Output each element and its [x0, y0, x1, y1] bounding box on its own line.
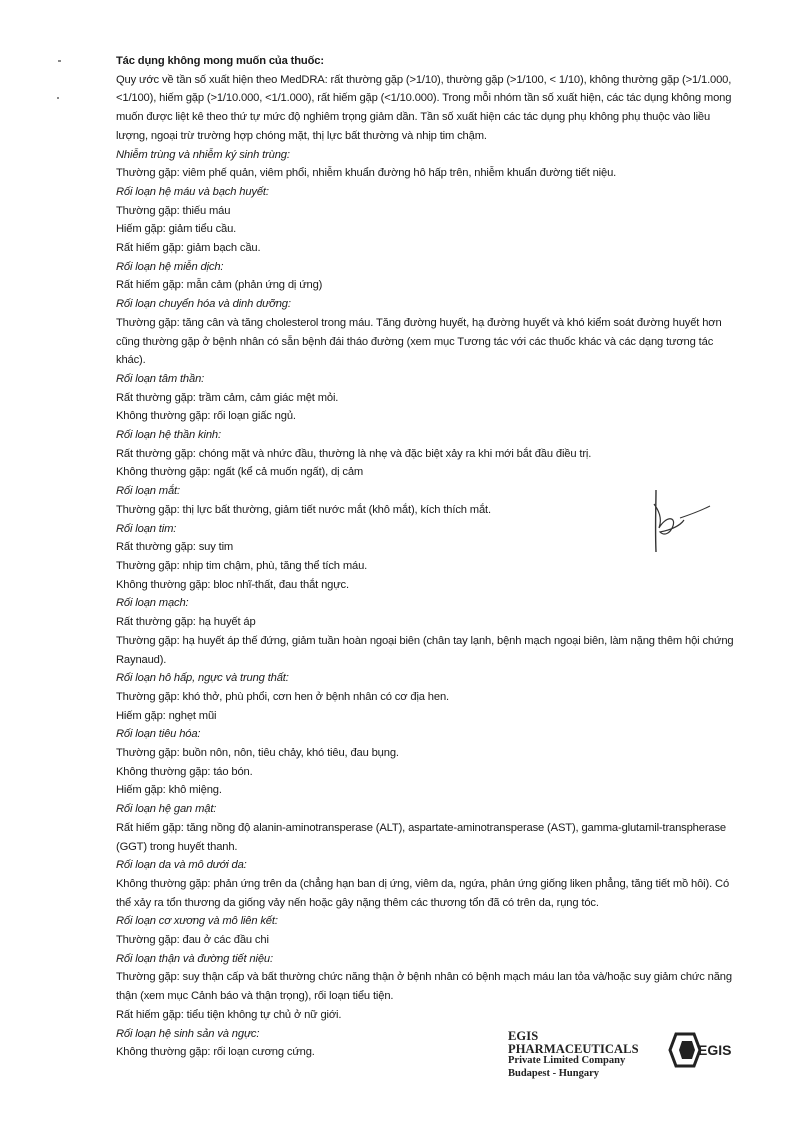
effect-line: Không thường gặp: phản ứng trên da (chẳng hạn ban dị ứng, viêm da, ngứa, phản ứng giống liken phẳng, tăng tiết mồ hôi). Có thể xảy ra tổn thương da giống vảy nến hoặc gây nặng thêm các thương tổn đã có trên da, rụng tóc. — [116, 877, 730, 909]
effect-line: Thường gặp: thiếu máu — [116, 204, 231, 217]
category-heading: Rối loạn hệ miễn dịch: — [116, 260, 224, 273]
category-heading: Rối loạn tim: — [116, 522, 177, 535]
company-name: EGIS PHARMACEUTICALS — [508, 1029, 639, 1056]
egis-logo-icon — [662, 1030, 738, 1070]
category-heading: Rối loạn hô hấp, ngực và trung thất: — [116, 672, 289, 685]
effect-line: Rất thường gặp: chóng mặt và nhức đầu, thường là nhẹ và đặc biệt xảy ra khi mới bắt đầu điều trị. — [116, 447, 592, 460]
category-heading: Rối loạn thận và đường tiết niệu: — [116, 952, 273, 965]
effect-line: Thường gặp: thị lực bất thường, giảm tiết nước mắt (khô mắt), kích thích mắt. — [116, 503, 491, 516]
effect-line: Rất thường gặp: suy tim — [116, 541, 234, 554]
category-heading: Rối loạn tiêu hóa: — [116, 728, 201, 741]
effect-line: Rất hiếm gặp: mẫn cảm (phản ứng dị ứng) — [116, 279, 323, 292]
effect-line: Không thường gặp: táo bón. — [116, 765, 253, 778]
category-heading: Rối loạn chuyển hóa và dinh dưỡng: — [116, 298, 291, 311]
effect-line: Thường gặp: hạ huyết áp thế đứng, giảm tuần hoàn ngoại biên (chân tay lạnh, bệnh mạch ngoại biên, làm nặng thêm hội chứng Raynaud). — [116, 634, 734, 666]
effect-line: Thường gặp: nhịp tim chậm, phù, tăng thể tích máu. — [116, 559, 368, 572]
category-heading: Rối loạn hệ máu và bạch huyết: — [116, 185, 269, 198]
company-stamp — [508, 1030, 668, 1080]
intro-paragraph: Quy ước về tần số xuất hiện theo MedDRA: rất thường gặp (>1/10), thường gặp (>1/100, < 1/10), không thường gặp (>1/1.000, <1/100), hiếm gặp (>1/10.000, <1/1.000), rất hiếm gặp (<1/10.000). Trong mỗi nhóm tần số xuất hiện, các tác dụng không mong muốn được liệt kê theo thứ tự mức độ nghiêm trọng giảm dần. Tần số xuất hiện các tác dụng phụ không phụ thuộc vào liều lượng, ngoại trừ trường hợp chóng mặt, thị lực bất thường và nhịp tim chậm. — [116, 73, 732, 142]
scan-speck — [58, 60, 61, 62]
effect-line: Hiếm gặp: nghẹt mũi — [116, 709, 217, 722]
effect-line: Không thường gặp: ngất (kể cả muốn ngất), dị cảm — [116, 466, 364, 479]
effect-line: Rất thường gặp: trầm cảm, cảm giác mệt mỏi. — [116, 391, 339, 404]
effect-line: Không thường gặp: rối loạn giấc ngủ. — [116, 410, 296, 423]
category-heading: Rối loạn tâm thần: — [116, 372, 205, 385]
scan-speck — [57, 97, 59, 99]
effect-line: Thường gặp: khó thở, phù phổi, cơn hen ở bệnh nhân có cơ địa hen. — [116, 690, 449, 703]
category-heading: Rối loạn hệ sinh sản và ngực: — [116, 1027, 260, 1040]
effect-line: Thường gặp: tăng cân và tăng cholesterol trong máu. Tăng đường huyết, hạ đường huyết và khó kiểm soát đường huyết hơn cũng thường gặp ở bệnh nhân có sẵn bệnh đái tháo đường (xem mục Tương tác với các thuốc khác và các dạng tương tác khác). — [116, 316, 722, 367]
handwritten-signature-icon — [640, 486, 720, 558]
effect-line: Không thường gặp: bloc nhĩ-thất, đau thắt ngực. — [116, 578, 349, 591]
effect-line: Thường gặp: buồn nôn, nôn, tiêu chảy, khó tiêu, đau bụng. — [116, 747, 399, 760]
category-heading: Rối loạn mạch: — [116, 597, 189, 610]
effect-line: Rất thường gặp: hạ huyết áp — [116, 616, 256, 629]
effect-line: Hiếm gặp: khô miệng. — [116, 784, 222, 797]
effect-line: Thường gặp: đau ở các đầu chi — [116, 934, 269, 947]
effect-line: Rất hiếm gặp: giảm bạch cầu. — [116, 242, 261, 255]
category-heading: Rối loạn hệ gan mật: — [116, 803, 217, 816]
category-heading: Rối loạn cơ xương và mô liên kết: — [116, 915, 278, 928]
category-heading: Nhiễm trùng và nhiễm ký sinh trùng: — [116, 148, 290, 161]
effect-line: Không thường gặp: rối loạn cương cứng. — [116, 1046, 315, 1059]
adverse-effects-list — [116, 146, 740, 1062]
section-title: Tác dụng không mong muốn của thuốc: — [116, 55, 324, 67]
egis-logo-text: EGIS — [698, 1042, 732, 1058]
effect-line: Rất hiếm gặp: tiểu tiện không tự chủ ở nữ giới. — [116, 1008, 342, 1021]
company-location: Budapest - Hungary — [508, 1067, 600, 1079]
effect-line: Thường gặp: suy thận cấp và bất thường chức năng thận ở bệnh nhân có bệnh mạch máu lan tỏa và/hoặc suy giảm chức năng thận (xem mục Cảnh báo và thận trọng), rối loạn tiểu tiện. — [116, 971, 732, 1003]
company-type: Private Limited Company — [508, 1055, 626, 1066]
effect-line: Thường gặp: viêm phế quản, viêm phổi, nhiễm khuẩn đường hô hấp trên, nhiễm khuẩn đường tiết niệu. — [116, 167, 617, 180]
effect-line: Hiếm gặp: giảm tiểu cầu. — [116, 223, 237, 236]
category-heading: Rối loạn hệ thần kinh: — [116, 429, 221, 442]
category-heading: Rối loạn mắt: — [116, 485, 180, 498]
category-heading: Rối loạn da và mô dưới da: — [116, 859, 247, 872]
effect-line: Rất hiếm gặp: tăng nồng độ alanin-aminotransperase (ALT), aspartate-aminotransperase (AST), gamma-glutamil-transpherase (GGT) trong huyết thanh. — [116, 821, 726, 853]
